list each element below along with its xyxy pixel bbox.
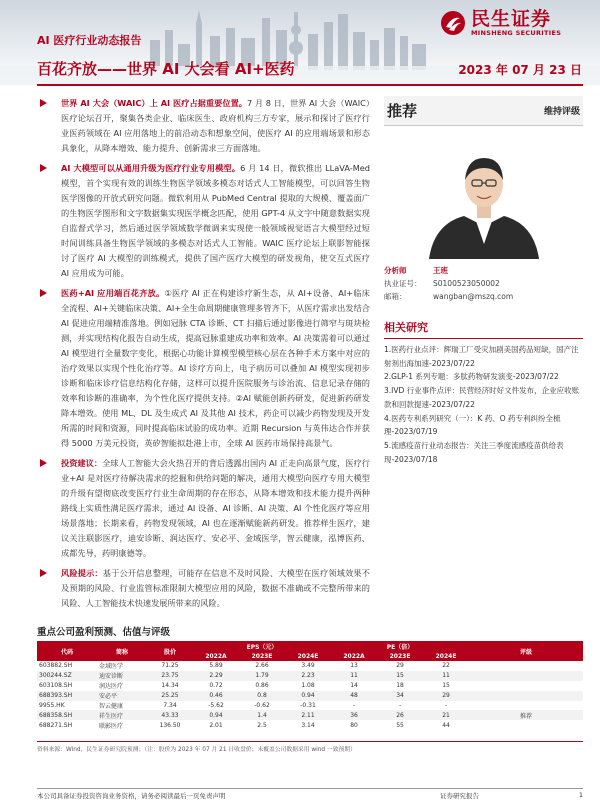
table-cell: -0.62 (254, 702, 270, 709)
table-cell: 0.72 (209, 682, 223, 690)
table-cell: 2.23 (285, 671, 331, 681)
paragraph-highlight: 风险提示： (61, 568, 103, 578)
table-cell: 688393.SH (37, 691, 97, 701)
table-cell: 祥生医疗 (97, 710, 147, 720)
report-date: 2023 年 07 月 23 日 (458, 63, 582, 77)
table-cell: 0.46 (193, 691, 239, 701)
analyst-label: 分析师 (384, 266, 407, 275)
table-cell: 迪安诊断 (97, 671, 147, 681)
related-research-item[interactable]: 5.流感疫苗行业动态报告：关注三季度流感疫苗供给表现-2023/07/18 (384, 440, 564, 464)
paragraph-text: 全球人工智能大会火热召开的背后透露出国内 AI 正走向高景气度，医疗行业+AI 是对医疗待解决需求的挖掘和供给问题的解决，通用大模型向医疗专用大模型的升级有望彻底改变医疗行业生命周期的存在形态，从降本增效和技术能力提升两种路线上实质性满足医疗需求，通过 AI 设备、AI 诊断、AI 决策、AI 个性化医疗等应用场景落地；长期来看，药物发现领域，AI 也在逐渐赋能新药研发。推荐样生医疗，建议关注联影医疗，迪安诊断、润达医疗、安必平、金域医学，智云健康，泓博医药、成都先导，药明康德等。 (61, 458, 370, 558)
table-source-note: 资料来源：Wind，民生证券研究院预测；（注：股价为 2023 年 07 月 21 日收盘价；未覆盖公司数据采用 wind 一致预期） (37, 741, 583, 753)
bullet-triangle-icon (40, 99, 47, 107)
column-header: 2024E (423, 651, 469, 661)
page-number: 1 (578, 791, 583, 799)
analyst-name: 王班 (433, 266, 448, 275)
table-cell (469, 671, 583, 681)
rating-status: 维持评级 (543, 107, 580, 117)
table-cell: 2.66 (255, 662, 269, 670)
report-header (0, 0, 600, 85)
table-title: 重点公司盈利预测、估值与评级 (37, 624, 583, 643)
paragraph-highlight: 投资建议： (61, 458, 103, 468)
table-cell: 36 (331, 710, 377, 720)
header-divider (37, 84, 583, 86)
table-cell: 15 (442, 682, 450, 690)
group-header-pe: PE（倍） (331, 641, 469, 651)
table-row (37, 720, 583, 730)
paragraph-highlight: AI 大模型可以从通用升级为医疗行业专用模型。 (61, 163, 241, 173)
table-cell: 23.75 (147, 671, 193, 681)
table-cell: 48 (331, 691, 377, 701)
brand-name-en: MINSHENG SECURITIES (471, 29, 562, 37)
rating-bar (384, 96, 583, 126)
report-type: AI 医疗行业动态报告 (37, 34, 142, 47)
table-cell: 25.25 (147, 691, 193, 701)
column-header: 评级 (469, 641, 583, 661)
table-cell: 14 (350, 682, 358, 690)
table-cell: 29 (396, 662, 404, 670)
column-header: 2023E (239, 651, 285, 661)
table-cell: 688358.SH (37, 710, 97, 720)
column-header: 股价 (147, 641, 193, 661)
bullet-triangle-icon (40, 289, 47, 297)
table-cell: 7.34 (163, 702, 177, 709)
table-cell: 29 (423, 691, 469, 701)
footer-right (440, 791, 583, 800)
footer-disclaimer: 本公司具备证券投资咨询业务资格，请务必阅读最后一页免责声明 (37, 792, 226, 800)
column-header: 简称 (97, 641, 147, 661)
column-header: 2022A (331, 651, 377, 661)
table-cell: 2.29 (193, 671, 239, 681)
table-row (37, 701, 583, 711)
table-cell: 14.34 (161, 682, 179, 690)
table-cell: 金域医学 (99, 663, 124, 671)
table-cell: 5.89 (209, 662, 223, 670)
table-cell: - (444, 702, 448, 709)
sidebar (384, 96, 583, 466)
brand-name-cn: 民生证券 (471, 8, 552, 30)
earnings-forecast-table (37, 641, 583, 730)
table-cell: 联影医疗 (99, 722, 124, 730)
brand-logo-block (440, 6, 590, 40)
paragraph-highlight: 世界 AI 大会（WAIC）上 AI 医疗占据重要位置。 (61, 98, 248, 108)
summary-paragraph (37, 96, 370, 156)
minsheng-logo-icon (440, 10, 466, 36)
bullet-triangle-icon (40, 164, 47, 172)
column-header: 2023E (377, 651, 423, 661)
summary-paragraph (37, 161, 370, 281)
table-cell: 136.50 (159, 721, 181, 729)
table-cell: 300244.SZ (37, 671, 97, 681)
table-cell: 2.5 (257, 721, 267, 729)
summary-section (37, 96, 370, 616)
table-cell: 2.11 (285, 710, 331, 720)
table-cell: 9955.HK (39, 702, 65, 709)
table-cell (469, 681, 583, 691)
related-research-item[interactable]: 4.医药专利系列研究（一）：K 药、O 药专利纠纷全梳理-2023/07/19 (384, 413, 561, 437)
bullet-triangle-icon (40, 459, 47, 467)
table-cell: 15 (377, 671, 423, 681)
related-research-title: 相关研究 (384, 319, 583, 339)
table-cell: 润达医疗 (99, 683, 124, 691)
table-cell: 44 (442, 721, 450, 729)
table-cell: 3.14 (301, 721, 315, 729)
column-header: 2022A (193, 651, 239, 661)
column-header: 代码 (37, 641, 97, 661)
table-cell: 0.94 (193, 710, 239, 720)
table-cell: 34 (377, 691, 423, 701)
table-cell: 3.49 (301, 662, 315, 670)
analyst-info (384, 264, 583, 303)
table-cell (469, 701, 583, 711)
table-cell: -5.62 (208, 702, 224, 709)
table-cell: 71.25 (161, 662, 179, 670)
analyst-photo (409, 144, 559, 259)
table-row (37, 691, 583, 701)
table-cell: 603882.SH (39, 662, 73, 670)
paragraph-text: 基于公开信息整理，可能存在信息不及时风险、大模型在医疗领域效果不及预期的风险、行业监管标准限制大模型应用的风险，数据不准确或不完整所带来的风险、人工智能技术快速发展所带来的风险。 (61, 568, 370, 608)
cert-label: 执业证号： (384, 279, 422, 288)
table-cell: 22 (442, 662, 450, 670)
table-cell: - (352, 702, 356, 709)
table-cell: 603108.SH (39, 682, 73, 690)
table-cell: 688271.SH (39, 721, 73, 729)
table-cell: 13 (350, 662, 358, 670)
summary-paragraph (37, 566, 370, 611)
table-cell: 推荐 (469, 710, 583, 720)
table-cell: 0.86 (255, 682, 269, 690)
paragraph-highlight: 医药+AI 应用端百花齐放。 (61, 288, 165, 298)
table-cell: 55 (396, 721, 404, 729)
related-research-list (384, 343, 583, 466)
paragraph-text: ①医疗 AI 正在构建诊疗新生态，从 AI+设备、AI+临床全流程、AI+关键临床决策、AI+全生命周期健康管理多管齐下，从医疗需求出发结合 AI 促进应用端精准落地。例如冠脉 CTA 诊断、CT 扫描后通过影像进行筛窄与斑块检测，并实现结构化报告自动生成，提高冠脉重建成功率和效率。AI 决策需着可以通过 AI 模型进行全量数字变化，根据心功能计算模型模型核心层在各种手术方案中对应的治疗效果以实现个性化治疗等。AI 诊疗方向上，电子病历可以叠加 AI 模型实现初步诊断和临床诊疗信息结构化存储，这样可以提升医院服务与诊治流、信息记录存储的效率和诊断的准确率，为个性化医疗提供支持。②AI 赋能创新药研发，促进新药研发降本增效。使用 ML、DL 及生成式 AI 及其他 AI 技术，药企可以减少药物发现及开发所需的时间和资源，同时提高临床试验的成功率。近期 Recursion 与英伟达合作并获得 5000 万美元投资，英矽智能拟赴港上市，全球 AI 医药市场保持高景气。 (61, 288, 370, 448)
related-research-item[interactable]: 2.GLP-1 系列专题：多肽药物研发演变-2023/07/22 (384, 372, 559, 382)
footer-divider (37, 788, 583, 789)
table-row (37, 710, 583, 720)
email-value[interactable]: wangban@mszq.com (433, 292, 514, 301)
rating-value: 推荐 (387, 102, 418, 120)
table-cell: 0.8 (239, 691, 285, 701)
table-cell: 21 (423, 710, 469, 720)
table-cell: 智云健康 (99, 703, 124, 710)
summary-paragraph (37, 286, 370, 451)
table-cell: 43.33 (147, 710, 193, 720)
table-cell: 安必平 (97, 691, 147, 701)
table-cell: -0.31 (300, 702, 316, 709)
summary-paragraph (37, 456, 370, 561)
paragraph-text: 7 月 8 日，世界 AI 大会（WAIC）医疗论坛召开，聚集各类企业、临床医生、政府机构三方专家，展示和探讨了医疗行业医药领域在 AI 应用落地上的前沿动态和想象空间，使医疗 AI 的应用端场景和形态具象化，从降本增效、能力提升、创新需求三方面落地。 (61, 98, 370, 153)
table-cell (469, 661, 583, 671)
table-cell: 18 (396, 682, 404, 690)
table-row (37, 671, 583, 681)
table-cell: 80 (350, 721, 358, 729)
table-cell: 2.01 (209, 721, 223, 729)
table-row (37, 661, 583, 671)
table-cell: 1.4 (239, 710, 285, 720)
footer-report-label: 证券研究报告 (440, 792, 479, 800)
cert-value: S0100523050002 (433, 279, 500, 288)
table-row (37, 681, 583, 691)
paragraph-text: 6 月 14 日，微软推出 LLaVA-Med 模型，首个实现有效的训练生物医学领域多模态对话式人工智能模型，可以回答生物医学图像的开放式研究问题。微软利用从 PubMed Central 提取的大规模、覆盖面广的生物医学图形和文字数据集实现医学概念匹配，使用 GPT-4 从文字中随意数据实现自监督式学习，然后通过医学领域数学微调来实现使一般领域视觉语言大模型经过短时间训练具备生物医学领域的多模态对话式人工智能。WAIC 医疗论坛上联影智能探讨了医疗 AI 大模型的训练模式，提供了国产医疗大模型的研发视角，使交互式医疗 AI 应用成为可能。 (61, 163, 371, 278)
column-header: 2024E (285, 651, 331, 661)
table-cell: - (398, 702, 402, 709)
table-cell: 11 (423, 671, 469, 681)
group-header-eps: EPS（元） (193, 641, 331, 651)
table-cell: 0.94 (285, 691, 331, 701)
related-research-item[interactable]: 1.医药行业点评：辉瑞工厂受灾加剧美国药品短缺，国产注射剂出海加速-2023/07/22 (384, 345, 579, 368)
table-cell: 11 (331, 671, 377, 681)
page-title: 百花齐放——世界 AI 大会看 AI+医药 (37, 60, 295, 78)
table-cell (469, 691, 583, 701)
email-label: 邮箱： (384, 292, 407, 301)
table-cell: 1.79 (239, 671, 285, 681)
table-cell: 26 (377, 710, 423, 720)
table-body (37, 661, 583, 730)
table-cell: 1.08 (301, 682, 315, 690)
bullet-triangle-icon (40, 569, 47, 577)
table-cell (469, 720, 583, 730)
related-research-item[interactable]: 3.IVD 行业事件点评：民营经济时好文件发布，企业应收账款和回款提速-2023/07/22 (384, 386, 580, 409)
